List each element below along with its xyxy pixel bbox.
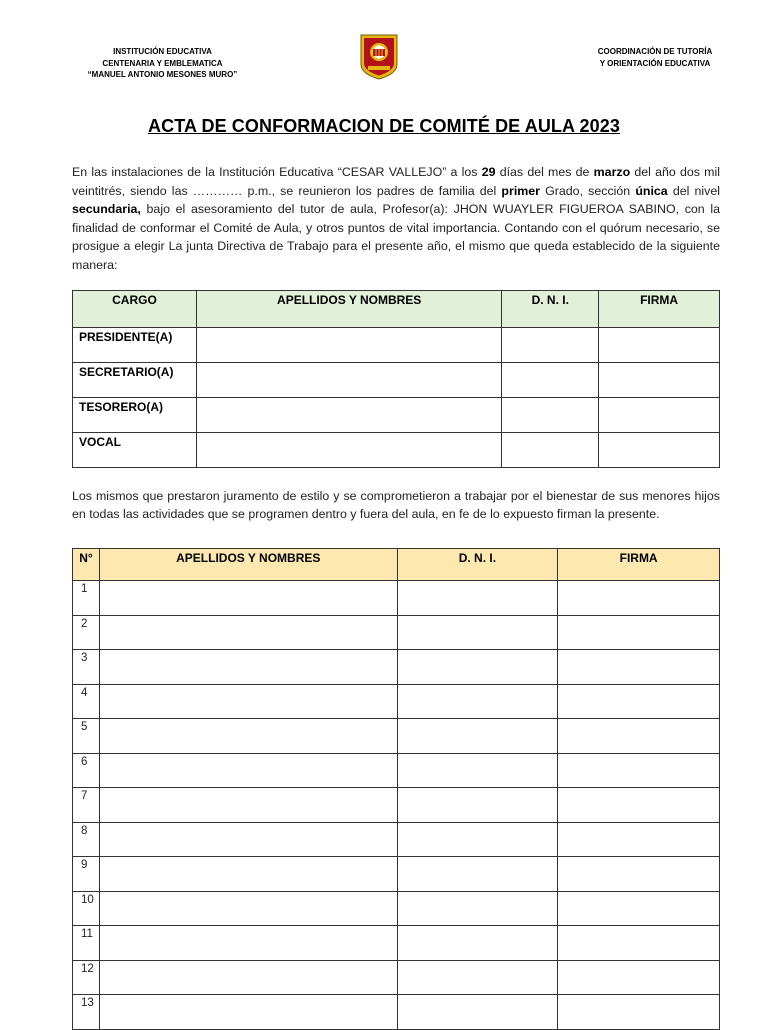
parents-table-body xyxy=(73,581,720,1030)
names-cell[interactable] xyxy=(196,398,501,433)
names-cell[interactable] xyxy=(99,650,397,685)
table-row xyxy=(73,398,720,433)
signature-cell[interactable] xyxy=(599,363,720,398)
intro-text-6: bajo el asesoramiento del tutor de aula, Profesor(a): JHON WUAYLER FIGUEROA SABINO, con la finalidad de conformar el Comité de Aula, y otros puntos de vital importancia. Contando con el quórum necesario, se prosigue a elegir La junta Directiva de Trabajo para el presente año, el mismo que queda establecido de la siguiente manera: xyxy=(72,202,720,272)
parents-header-number: N° xyxy=(73,549,100,581)
role-cell: TESORERO(A) xyxy=(73,398,197,433)
dni-cell[interactable] xyxy=(397,822,558,857)
parents-header-firma: FIRMA xyxy=(558,549,720,581)
role-cell: SECRETARIO(A) xyxy=(73,363,197,398)
signature-cell[interactable] xyxy=(558,857,720,892)
dni-cell[interactable] xyxy=(502,328,599,363)
institution-header xyxy=(60,46,265,81)
dni-cell[interactable] xyxy=(397,719,558,754)
dni-cell[interactable] xyxy=(397,753,558,788)
closing-paragraph: Los mismos que prestaron juramento de estilo y se comprometieron a trabajar por el bienestar de sus menores hijos en todas las actividades que se programen dentro y fuera del aula, en fe de lo expuesto firman la presente. xyxy=(72,489,720,521)
dni-cell[interactable] xyxy=(502,363,599,398)
committee-header-cargo: CARGO xyxy=(73,291,197,328)
parents-header-names: APELLIDOS Y NOMBRES xyxy=(99,549,397,581)
committee-header-firma: FIRMA xyxy=(599,291,720,328)
table-row xyxy=(73,719,720,754)
table-row xyxy=(73,788,720,823)
role-cell: PRESIDENTE(A) xyxy=(73,328,197,363)
dni-cell[interactable] xyxy=(502,398,599,433)
table-row xyxy=(73,822,720,857)
table-row xyxy=(73,891,720,926)
document-title: ACTA DE CONFORMACION DE COMITÉ DE AULA 2023 xyxy=(148,116,620,136)
table-row xyxy=(73,433,720,468)
names-cell[interactable] xyxy=(99,753,397,788)
row-number: 1 xyxy=(73,581,100,616)
table-row xyxy=(73,857,720,892)
row-number: 12 xyxy=(73,960,100,995)
dni-cell[interactable] xyxy=(397,926,558,961)
institution-line-3: “MANUEL ANTONIO MESONES MURO” xyxy=(87,70,238,79)
names-cell[interactable] xyxy=(99,719,397,754)
signature-cell[interactable] xyxy=(558,581,720,616)
committee-header-row xyxy=(73,291,720,328)
names-cell[interactable] xyxy=(99,615,397,650)
signature-cell[interactable] xyxy=(558,684,720,719)
signature-cell[interactable] xyxy=(599,433,720,468)
signature-cell[interactable] xyxy=(558,615,720,650)
row-number: 11 xyxy=(73,926,100,961)
row-number: 8 xyxy=(73,822,100,857)
signature-cell[interactable] xyxy=(558,788,720,823)
table-row xyxy=(73,615,720,650)
row-number: 3 xyxy=(73,650,100,685)
intro-text-3: del año dos mil veintitrés, siendo las ………… p.m., se reunieron los padres de familia del xyxy=(72,165,720,198)
signature-cell[interactable] xyxy=(599,328,720,363)
committee-table xyxy=(72,290,720,468)
names-cell[interactable] xyxy=(99,960,397,995)
names-cell[interactable] xyxy=(196,363,501,398)
table-row xyxy=(73,753,720,788)
signature-cell[interactable] xyxy=(558,719,720,754)
dni-cell[interactable] xyxy=(502,433,599,468)
signature-cell[interactable] xyxy=(558,891,720,926)
intro-text-5: del nivel xyxy=(667,183,720,198)
names-cell[interactable] xyxy=(99,857,397,892)
dni-cell[interactable] xyxy=(397,857,558,892)
names-cell[interactable] xyxy=(99,788,397,823)
table-row xyxy=(73,960,720,995)
row-number: 9 xyxy=(73,857,100,892)
coordination-header xyxy=(585,46,725,69)
intro-text-4: Grado, sección xyxy=(540,183,636,198)
coordination-line-1: COORDINACIÓN DE TUTORÍA xyxy=(597,47,713,56)
intro-text-2: días del mes de xyxy=(495,165,594,179)
table-row xyxy=(73,328,720,363)
names-cell[interactable] xyxy=(99,684,397,719)
dni-cell[interactable] xyxy=(397,581,558,616)
row-number: 2 xyxy=(73,615,100,650)
committee-header-dni: D. N. I. xyxy=(502,291,599,328)
table-row xyxy=(73,684,720,719)
signature-cell[interactable] xyxy=(558,753,720,788)
institution-line-2: CENTENARIA Y EMBLEMATICA xyxy=(102,58,223,68)
dni-cell[interactable] xyxy=(397,788,558,823)
row-number: 7 xyxy=(73,788,100,823)
names-cell[interactable] xyxy=(196,433,501,468)
committee-header-names: APELLIDOS Y NOMBRES xyxy=(196,291,501,328)
intro-grade: primer xyxy=(501,183,540,198)
role-cell: VOCAL xyxy=(73,433,197,468)
parents-table xyxy=(72,548,720,1030)
intro-text-1: En las instalaciones de la Institución Educativa “CESAR VALLEJO” a los xyxy=(72,165,482,179)
names-cell[interactable] xyxy=(99,891,397,926)
row-number: 4 xyxy=(73,684,100,719)
row-number: 13 xyxy=(73,995,100,1030)
signature-cell[interactable] xyxy=(558,650,720,685)
dni-cell[interactable] xyxy=(397,615,558,650)
signature-cell[interactable] xyxy=(558,960,720,995)
signature-cell[interactable] xyxy=(558,822,720,857)
names-cell[interactable] xyxy=(99,926,397,961)
names-cell[interactable] xyxy=(99,822,397,857)
dni-cell[interactable] xyxy=(397,684,558,719)
parents-header-row xyxy=(73,549,720,581)
dni-cell[interactable] xyxy=(397,960,558,995)
coordination-line-2: Y ORIENTACIÓN EDUCATIVA xyxy=(599,58,711,68)
dni-cell[interactable] xyxy=(397,650,558,685)
intro-level: secundaria, xyxy=(72,202,141,217)
row-number: 10 xyxy=(73,891,100,926)
institution-line-1: INSTITUCIÓN EDUCATIVA xyxy=(113,47,212,56)
parents-header-dni: D. N. I. xyxy=(397,549,558,581)
table-row xyxy=(73,926,720,961)
signature-cell[interactable] xyxy=(599,398,720,433)
names-cell[interactable] xyxy=(196,328,501,363)
intro-section: única xyxy=(635,183,668,198)
signature-cell[interactable] xyxy=(558,926,720,961)
table-row xyxy=(73,581,720,616)
table-row xyxy=(73,650,720,685)
dni-cell[interactable] xyxy=(397,891,558,926)
row-number: 5 xyxy=(73,719,100,754)
school-crest-icon xyxy=(359,34,399,80)
row-number: 6 xyxy=(73,753,100,788)
intro-day: 29 xyxy=(481,165,496,179)
intro-paragraph xyxy=(72,163,720,275)
names-cell[interactable] xyxy=(99,581,397,616)
table-row xyxy=(73,363,720,398)
intro-month: marzo xyxy=(593,165,631,179)
